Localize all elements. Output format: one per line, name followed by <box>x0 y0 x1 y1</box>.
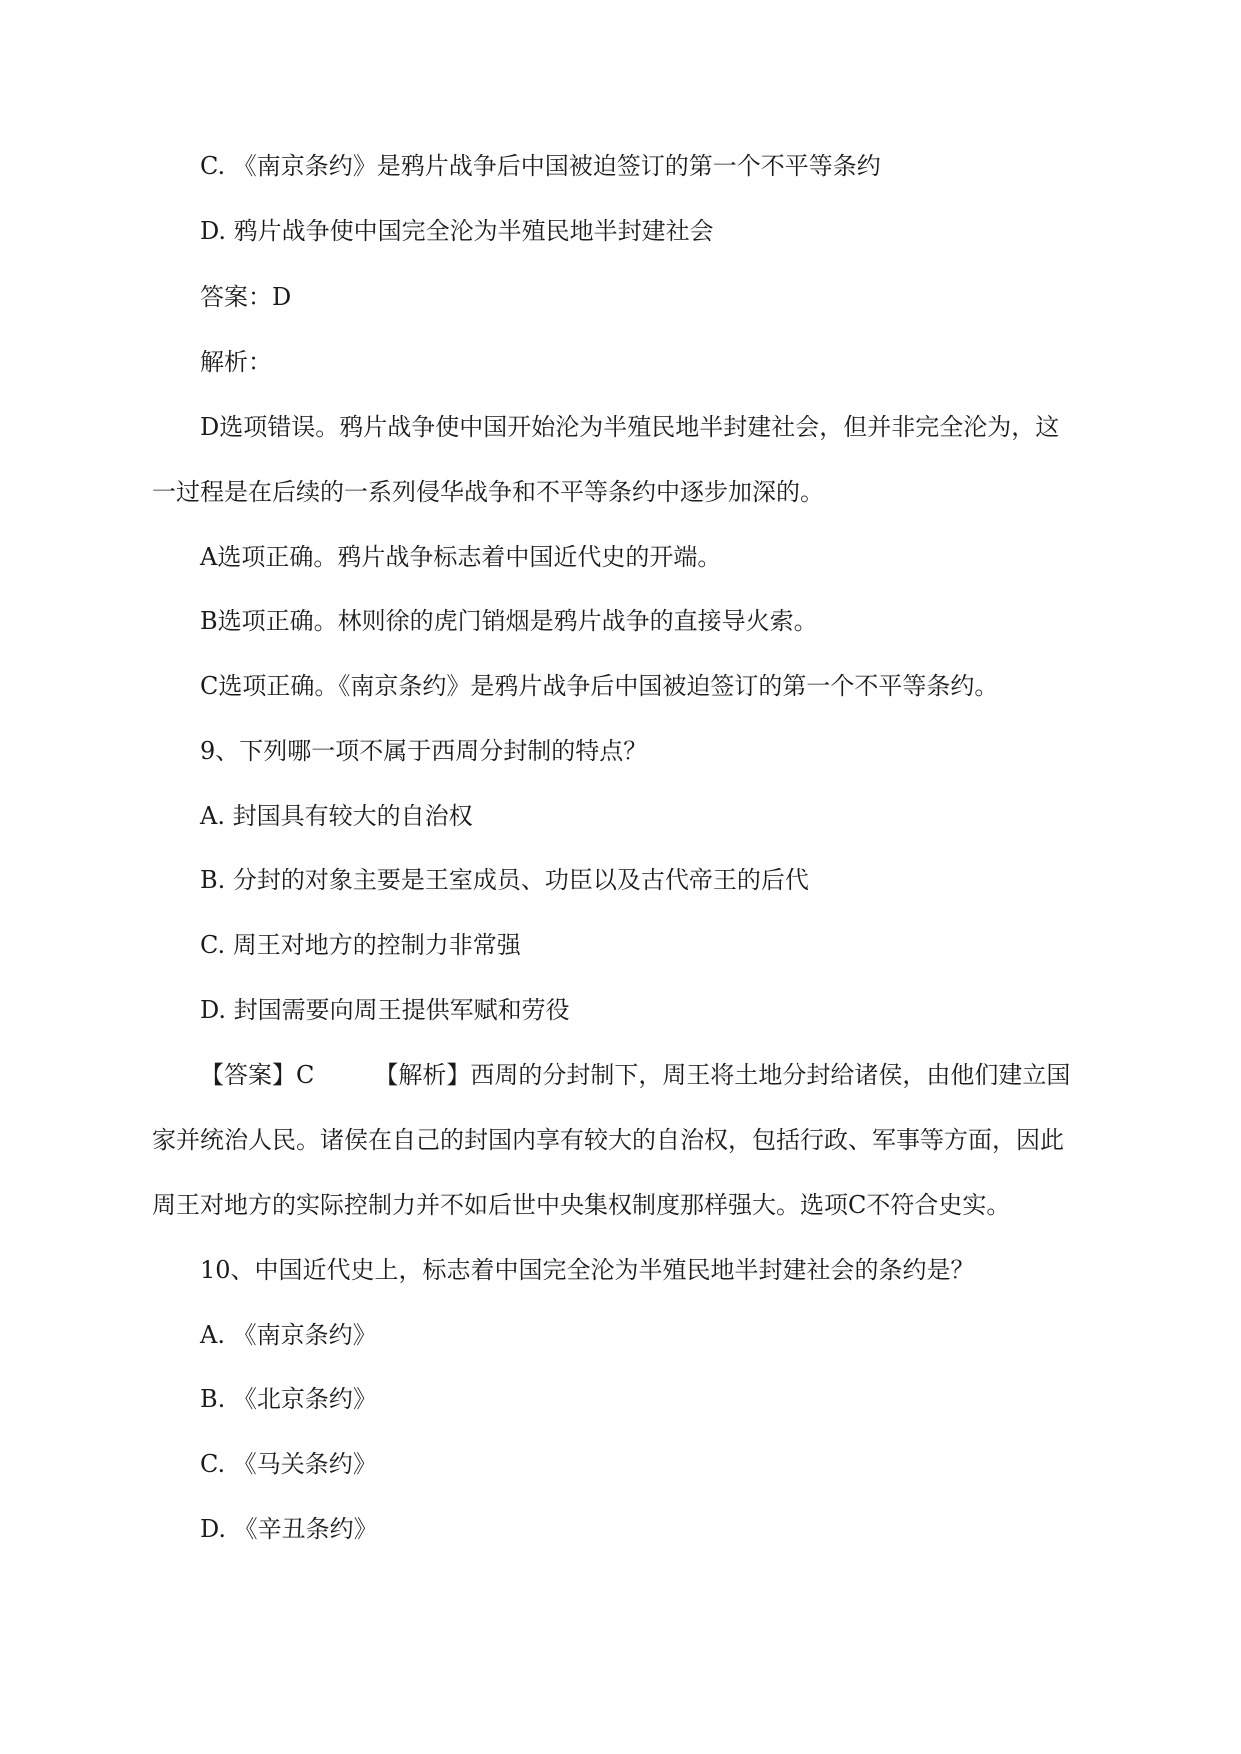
q10-option-b: B. 《北京条约》 <box>200 1385 377 1413</box>
q9-answer-line <box>200 1059 1070 1091</box>
q8-analysis-label: 解析： <box>200 348 272 376</box>
q9-analysis-continued-2: 周王对地方的实际控制力并不如后世中央集权制度那样强大。选项C不符合史实。 <box>152 1191 1011 1219</box>
q9-analysis: 【解析】西周的分封制下，周王将土地分封给诸侯，由他们建立国 <box>374 1061 1071 1089</box>
q9-option-d: D. 封国需要向周王提供军赋和劳役 <box>200 996 570 1024</box>
q8-analysis-a: A选项正确。鸦片战争标志着中国近代史的开端。 <box>200 543 722 571</box>
q9-answer: 【答案】C <box>200 1061 315 1089</box>
q10-question: 10、中国近代史上，标志着中国完全沦为半殖民地半封建社会的条约是？ <box>200 1256 975 1284</box>
q8-analysis-b: B选项正确。林则徐的虎门销烟是鸦片战争的直接导火索。 <box>200 607 818 635</box>
q8-analysis-d: D选项错误。鸦片战争使中国开始沦为半殖民地半封建社会，但并非完全沦为，这 <box>200 413 1060 441</box>
q8-answer: 答案：D <box>200 283 292 311</box>
q8-analysis-d-continued: 一过程是在后续的一系列侵华战争和不平等条约中逐步加深的。 <box>152 478 824 506</box>
q9-option-a: A. 封国具有较大的自治权 <box>200 802 473 830</box>
q9-option-c: C. 周王对地方的控制力非常强 <box>200 931 521 959</box>
q8-analysis-c: C选项正确。《南京条约》是鸦片战争后中国被迫签订的第一个不平等条约。 <box>200 672 999 700</box>
q9-question: 9、下列哪一项不属于西周分封制的特点？ <box>200 737 648 765</box>
q10-option-c: C. 《马关条约》 <box>200 1450 377 1478</box>
q10-option-a: A. 《南京条约》 <box>200 1321 377 1349</box>
q9-option-b: B. 分封的对象主要是王室成员、功臣以及古代帝王的后代 <box>200 866 809 894</box>
q9-analysis-continued-1: 家并统治人民。诸侯在自己的封国内享有较大的自治权，包括行政、军事等方面，因此 <box>152 1126 1064 1154</box>
q8-option-c: C. 《南京条约》是鸦片战争后中国被迫签订的第一个不平等条约 <box>200 152 881 180</box>
q8-option-d: D. 鸦片战争使中国完全沦为半殖民地半封建社会 <box>200 217 714 245</box>
q10-option-d: D. 《辛丑条约》 <box>200 1515 378 1543</box>
